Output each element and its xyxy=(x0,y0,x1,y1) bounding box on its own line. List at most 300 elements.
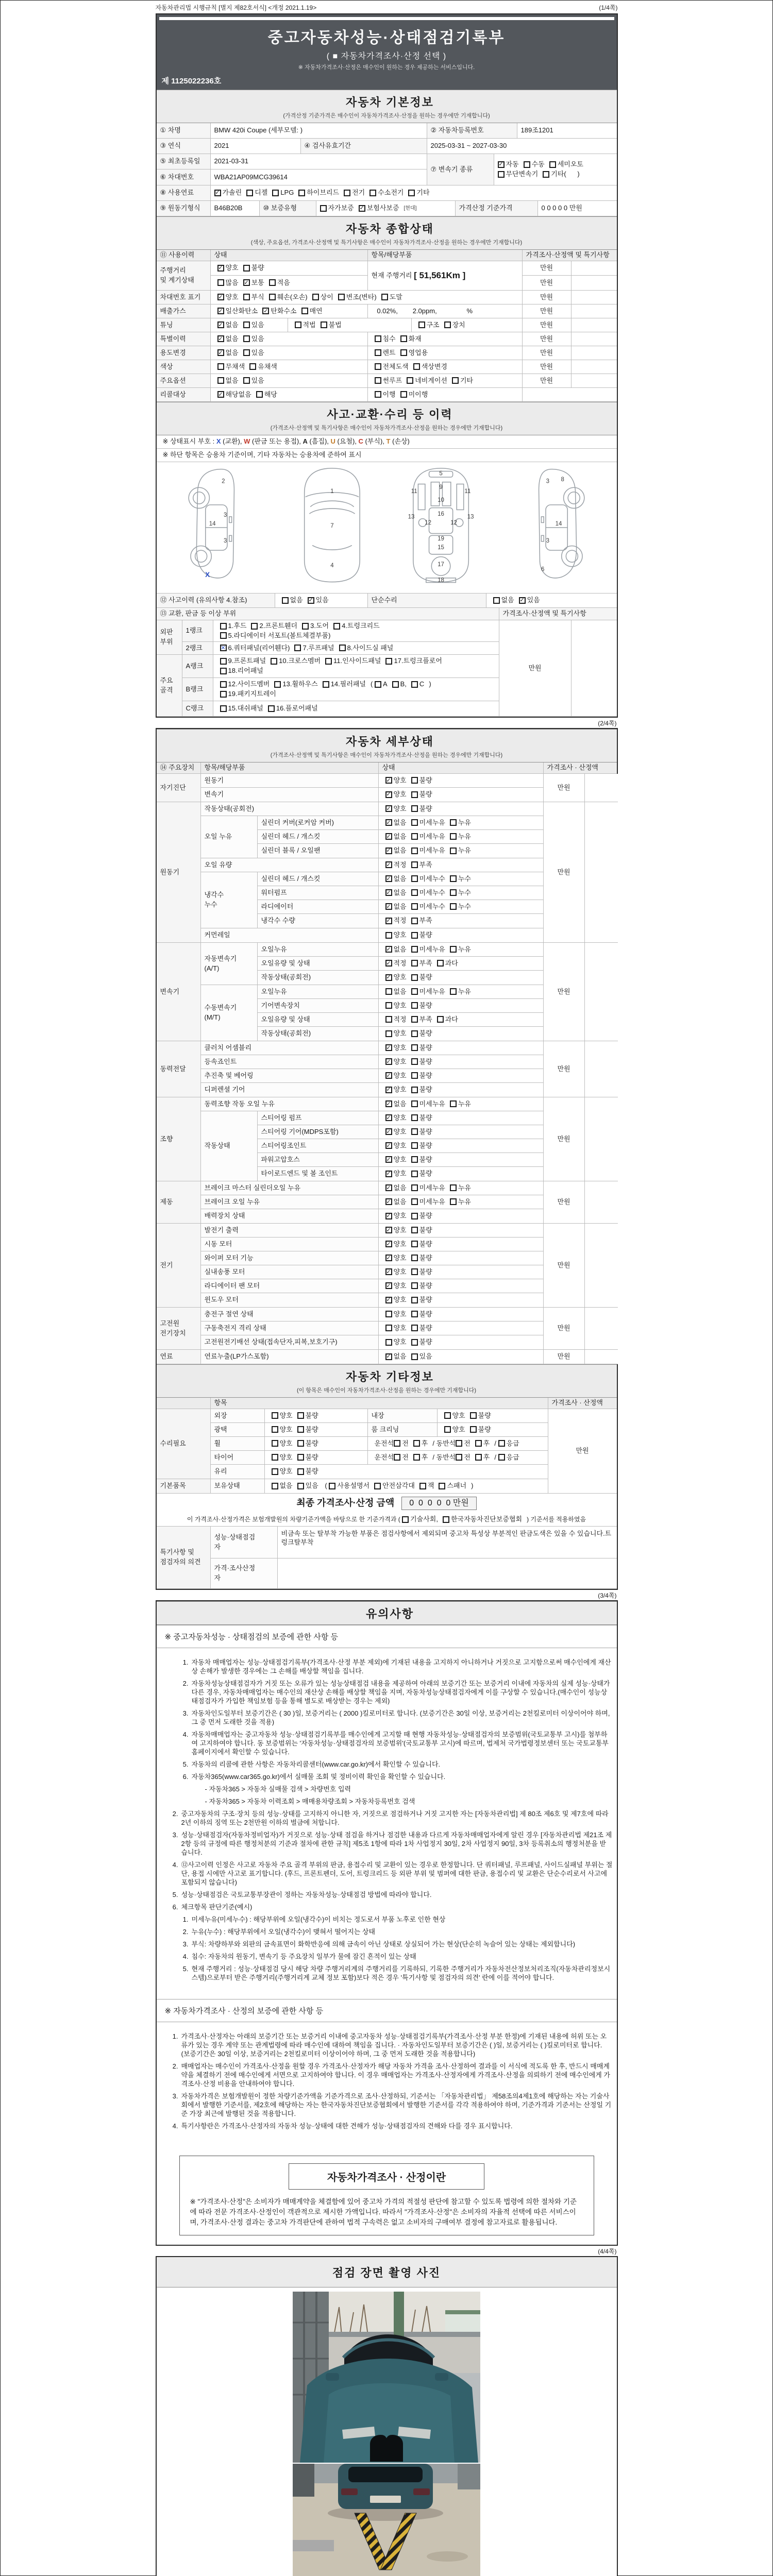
table-row xyxy=(211,261,367,276)
text: 상태 xyxy=(382,764,395,772)
line xyxy=(205,1184,375,1193)
section-title: 자동차 기타정보 xyxy=(346,1370,434,1383)
line xyxy=(385,1198,540,1207)
section-etc-header xyxy=(157,1364,617,1398)
line xyxy=(385,1086,540,1094)
line xyxy=(372,596,482,605)
notice-item xyxy=(161,1903,613,1911)
checkbox-매연 xyxy=(301,307,323,316)
line xyxy=(261,1156,375,1164)
checkbox-label: 6.쿼터패널(리어휀다) xyxy=(228,643,290,652)
line xyxy=(261,988,375,996)
line xyxy=(385,903,540,911)
checkbox-적정 xyxy=(385,959,407,968)
checkbox-기타( ) xyxy=(543,170,579,179)
checkbox-양호 xyxy=(385,1310,407,1319)
table-row xyxy=(157,620,499,655)
checkbox-label: 과다 xyxy=(445,959,458,967)
text: ) xyxy=(429,680,431,688)
table-cell xyxy=(265,1423,368,1437)
checkbox-세미오토 xyxy=(549,160,583,169)
detail-condition-table xyxy=(157,762,617,1364)
table-row xyxy=(211,1423,548,1437)
checkbox-적정 xyxy=(385,917,407,925)
line xyxy=(385,1170,540,1178)
unchecked-box-icon xyxy=(450,848,457,854)
table-cell xyxy=(157,318,211,332)
table-cell xyxy=(368,1451,548,1465)
checkbox-label: 10.크로스멤버 xyxy=(279,657,321,665)
notice-item-number: 4. xyxy=(182,1731,189,1738)
checkbox-label: 양호 xyxy=(279,1425,293,1433)
line xyxy=(217,391,364,399)
unchecked-box-icon xyxy=(411,1128,418,1135)
checkbox-label: 양호 xyxy=(393,1267,407,1276)
checked-box-icon: ✓ xyxy=(386,819,391,826)
table-cell xyxy=(585,1041,618,1097)
table-row xyxy=(201,1209,543,1223)
line xyxy=(282,596,364,605)
unchecked-box-icon xyxy=(498,1440,505,1447)
line xyxy=(557,988,570,996)
checkbox-12.사이드멤버 xyxy=(220,680,270,689)
line xyxy=(214,142,297,150)
table-cell xyxy=(379,816,543,830)
text: 2021 xyxy=(214,142,229,150)
checkbox-label: 불량 xyxy=(419,1057,432,1065)
car-top-view xyxy=(305,468,360,582)
checkbox-label: 양호 xyxy=(393,1296,407,1304)
notice-item xyxy=(161,2062,613,2088)
notice-item xyxy=(161,1730,613,1756)
table-row xyxy=(157,774,617,802)
table-row xyxy=(201,1083,543,1097)
checked-box-icon: ✓ xyxy=(386,1241,391,1247)
unchecked-box-icon xyxy=(411,1325,418,1331)
section-subtitle: (이 항목은 매수인이 자동차가격조사·산정을 원하는 경우에만 기재합니다) xyxy=(296,1387,477,1394)
unchecked-box-icon xyxy=(470,1412,477,1419)
checkbox-양호 xyxy=(272,1453,293,1462)
table-cell xyxy=(201,858,379,872)
line xyxy=(214,1399,544,1408)
line xyxy=(385,889,540,897)
line xyxy=(263,204,312,213)
text: 비금속 또는 탈부착 가능한 부품은 점검사항에서 제외되며 중고차 특성상 부분적인 판금도색은 있을 수 있습니다.트렁크탈부착 xyxy=(281,1530,612,1546)
inspection-photos xyxy=(157,2287,617,2576)
table-cell xyxy=(258,844,379,858)
table-cell xyxy=(201,1195,379,1209)
table-row xyxy=(157,1409,548,1479)
checkbox-후 xyxy=(413,1453,428,1462)
unchecked-box-icon xyxy=(375,349,381,356)
table-row xyxy=(211,1527,617,1558)
line xyxy=(186,644,209,653)
text: 항목/해당부품 xyxy=(204,764,245,772)
checkbox-label: 누유 xyxy=(458,1197,471,1206)
table-row xyxy=(523,276,571,290)
checkbox-label: 안전삼각대 xyxy=(382,1482,415,1490)
checkbox-불량 xyxy=(297,1467,318,1476)
table-cell xyxy=(211,261,368,291)
checked-box-icon: ✓ xyxy=(386,1297,391,1303)
unchecked-box-icon xyxy=(411,918,418,924)
unchecked-box-icon xyxy=(400,349,407,356)
unchecked-box-icon xyxy=(411,1156,418,1163)
checked-box-icon: ✓ xyxy=(386,889,391,896)
checkbox-양호 xyxy=(385,1114,407,1123)
checkbox-label: 렌트 xyxy=(382,348,396,357)
checkbox-상이 xyxy=(312,293,333,302)
document-title: 중고자동차성능·상태점검기록부 xyxy=(267,29,506,46)
checkbox-불량 xyxy=(411,1296,432,1304)
unchecked-box-icon xyxy=(411,777,418,784)
line xyxy=(160,293,207,302)
line xyxy=(160,988,197,996)
line xyxy=(160,784,197,792)
unchecked-box-icon xyxy=(269,294,276,300)
table-cell xyxy=(201,1097,379,1111)
table-row xyxy=(258,943,543,957)
checkbox-양호 xyxy=(385,1296,407,1304)
notice-item-number: 2. xyxy=(182,1680,189,1687)
line xyxy=(261,917,375,925)
checkbox-변조(변타) xyxy=(338,293,377,302)
table-cell xyxy=(379,914,543,928)
line xyxy=(160,1439,207,1448)
table-cell xyxy=(182,701,213,716)
checkbox-label: 누유 xyxy=(458,846,471,855)
checkbox-label: 불량 xyxy=(251,264,264,272)
unchecked-box-icon xyxy=(452,377,459,384)
text: ⑥ 차대번호 xyxy=(160,173,194,181)
table-cell xyxy=(585,1097,618,1181)
checkbox-label: 자가보증 xyxy=(328,204,354,212)
line xyxy=(521,126,613,135)
table-cell xyxy=(379,957,543,971)
text: 및 계기상태 xyxy=(160,276,194,284)
line xyxy=(540,349,553,358)
unchecked-box-icon xyxy=(411,1087,418,1093)
notice-item-text: 체크항목 판단기준(예시) xyxy=(181,1903,253,1911)
unchecked-box-icon xyxy=(385,1016,392,1023)
table-cell xyxy=(201,1181,544,1224)
checkbox-label: 양호 xyxy=(279,1411,293,1419)
table-cell xyxy=(548,1409,617,1494)
table-cell xyxy=(201,802,544,943)
unchecked-box-icon xyxy=(411,988,418,995)
unchecked-box-icon xyxy=(498,171,505,178)
text: 시동 모터 xyxy=(204,1240,232,1248)
table-cell xyxy=(157,374,211,388)
text: 라디에이터 xyxy=(261,902,294,910)
table-row xyxy=(201,1321,543,1335)
checkbox-label: 양호 xyxy=(393,776,407,784)
unchecked-box-icon xyxy=(411,1072,418,1079)
checkbox-label: 불량 xyxy=(478,1425,491,1433)
line xyxy=(385,875,540,884)
line xyxy=(205,901,217,909)
line xyxy=(540,377,553,385)
unchecked-box-icon xyxy=(381,294,388,300)
checkbox-전체도색 xyxy=(375,363,409,371)
unchecked-box-icon xyxy=(220,668,227,674)
text: 오일누유 xyxy=(261,987,287,995)
checked-box-icon: ✓ xyxy=(386,1255,391,1261)
section-title: 자동차 세부상태 xyxy=(346,735,434,748)
text: 자동변속기 xyxy=(204,954,237,962)
line xyxy=(385,1100,540,1109)
table-cell xyxy=(157,1224,201,1308)
line xyxy=(205,1100,375,1109)
text: 점검자의 의견 xyxy=(160,1558,201,1566)
checkbox-있음 xyxy=(519,596,540,605)
unchecked-box-icon xyxy=(375,335,381,342)
notice-item-text: 성능·상태점검은 국토교통부장관이 정하는 자동차성능·상태점검 방법에 따라야 합니다. xyxy=(181,1891,432,1899)
checkbox-label: 불량 xyxy=(419,1226,432,1234)
table-cell xyxy=(379,1013,543,1027)
checked-box-icon: ✓ xyxy=(386,1128,391,1135)
line xyxy=(385,988,540,996)
unchecked-box-icon xyxy=(411,1241,418,1247)
table-cell xyxy=(523,261,572,291)
notice-item xyxy=(161,1940,613,1948)
checkbox-label: 불법 xyxy=(328,320,342,329)
checked-box-icon: ✓ xyxy=(386,1072,391,1079)
table-cell xyxy=(258,830,379,844)
line xyxy=(160,1198,197,1207)
line xyxy=(444,1412,544,1420)
line xyxy=(220,644,495,653)
checked-box-icon: ✓ xyxy=(386,974,391,981)
table-cell xyxy=(201,1097,544,1181)
table-cell xyxy=(258,914,379,928)
line xyxy=(217,321,284,330)
checkbox-디젤 xyxy=(246,189,267,197)
checkbox-기타 xyxy=(452,377,473,385)
checkbox-label: 부식 xyxy=(251,293,264,301)
checkbox-불량 xyxy=(297,1426,318,1434)
table-cell xyxy=(523,304,572,318)
line xyxy=(385,1128,540,1137)
unchecked-box-icon xyxy=(321,321,327,328)
text: 제동 xyxy=(160,1198,173,1206)
checkbox-label: 전 xyxy=(402,1453,409,1461)
section-subtitle: (가격산정 기준가격은 매수인이 자동차가격조사·산정을 원하는 경우에만 기재합니다) xyxy=(283,113,490,119)
text: 실린더 블록 / 오일팬 xyxy=(261,846,321,855)
line xyxy=(186,626,209,635)
checkbox-양호 xyxy=(385,1156,407,1164)
page-1 xyxy=(156,13,618,718)
unchecked-box-icon xyxy=(411,960,418,967)
checkbox-label: 전기 xyxy=(352,189,365,197)
diagram-part-number: 15 xyxy=(438,545,444,551)
text: 만원 xyxy=(557,1198,570,1206)
text: 브레이크 오일 누유 xyxy=(204,1197,260,1206)
inspection-photo-front xyxy=(293,2292,480,2463)
checkbox-label: 해당없음 xyxy=(225,390,251,398)
checkbox-없음 xyxy=(385,945,407,954)
line xyxy=(187,1515,586,1524)
diagram-part-number: 4 xyxy=(330,562,334,569)
table-cell xyxy=(572,346,617,360)
table-row xyxy=(258,985,543,999)
checkbox-부식 xyxy=(243,293,264,302)
checkbox-불량 xyxy=(411,1254,432,1263)
notice-item xyxy=(161,1927,613,1936)
notice-item-number: 3. xyxy=(172,1831,178,1839)
diagram-part-number: 6 xyxy=(541,566,545,573)
legal-form-note: 자동차관리법 시행규칙 [별지 제82호서식] <개정 2021.1.19> xyxy=(155,4,317,11)
checkbox-양호 xyxy=(385,1170,407,1178)
table-row xyxy=(201,1265,543,1279)
checkbox-label: 색상변경 xyxy=(421,362,447,370)
checkbox-label: 11.인사이드패널 xyxy=(333,657,381,665)
notice-item-number: 6. xyxy=(172,1903,178,1911)
unchecked-box-icon xyxy=(437,1016,444,1023)
notice-item xyxy=(161,1709,613,1726)
diagram-part-number: 18 xyxy=(438,577,444,584)
checkbox-있음 xyxy=(411,1352,432,1361)
table-cell xyxy=(157,1527,211,1589)
checked-box-icon: ✓ xyxy=(218,335,223,342)
checkbox-양호 xyxy=(385,1268,407,1277)
checkbox-label: 미세누유 xyxy=(419,1099,445,1108)
table-cell xyxy=(585,802,618,943)
checked-box-icon: ✓ xyxy=(386,903,391,910)
table-cell xyxy=(201,985,258,1041)
text: 만원 xyxy=(557,783,570,791)
unchecked-box-icon xyxy=(450,889,457,896)
car-damage-diagram xyxy=(157,462,617,594)
unchecked-box-icon xyxy=(243,321,250,328)
table-row xyxy=(157,1527,617,1589)
text: 0.02%, 2.0ppm, % xyxy=(371,307,473,315)
text: 고전원 xyxy=(160,1319,180,1327)
engine-type xyxy=(211,201,260,216)
checkbox-불량 xyxy=(411,1338,432,1347)
text: C xyxy=(358,437,363,446)
checkbox-label: 미세누유 xyxy=(419,1183,445,1192)
line xyxy=(186,685,209,694)
table-row xyxy=(201,1293,543,1307)
unchecked-box-icon xyxy=(385,1339,392,1346)
table-row xyxy=(201,1238,543,1251)
notice-item-text: 자동차매매업자는 중고자동차 성능·상태점검기록부를 매수인에게 고지할 때 현행 자동차성능·상태점검자의 보증범위(국토교통부 고시)를 첨부하여 고지하여야 합니다. 동 보증범위는 '자동차성능·상태점검자의 보증범위'(국토교통부 고시)에 따르며, 법제처 국가법령정보센터 또는 국토교통부 홈페이지에서 확인할 수 있습니다. xyxy=(191,1731,609,1756)
table-cell xyxy=(211,304,368,318)
notice-item xyxy=(161,1915,613,1924)
text: 이 가격조사·산정가격은 보험개발원의 차량기준가액을 바탕으로 한 기준가격과 ( xyxy=(187,1515,402,1523)
checkbox-label: 양호 xyxy=(279,1453,293,1461)
line xyxy=(205,964,220,973)
appraiser-opinion xyxy=(278,1558,617,1588)
table-cell xyxy=(572,291,617,304)
unchecked-box-icon xyxy=(297,1412,304,1419)
checkbox-양호 xyxy=(217,264,239,273)
text: 만원 xyxy=(557,1261,570,1269)
checkbox-label: 양호 xyxy=(452,1425,465,1433)
text: 브레이크 마스터 실린더오일 누유 xyxy=(204,1183,301,1192)
table-cell xyxy=(157,608,499,620)
diagram-part-number: 13 xyxy=(467,514,474,520)
diagram-part-number: 3 xyxy=(546,537,550,544)
table-row xyxy=(201,774,543,788)
line xyxy=(220,704,495,713)
text: 스티어링조인트 xyxy=(261,1141,307,1149)
diagram-part-number: 11 xyxy=(411,488,417,495)
checkbox-label: 양호 xyxy=(393,804,407,812)
checkbox-누유 xyxy=(450,1184,471,1193)
unchecked-box-icon xyxy=(419,1483,426,1489)
table-cell xyxy=(258,900,379,914)
unchecked-box-icon xyxy=(297,1426,304,1433)
section-accident-header xyxy=(157,402,617,435)
checkbox-양호 xyxy=(272,1439,293,1448)
checkbox-label: 부족 xyxy=(419,1015,432,1023)
checked-box-icon: ✓ xyxy=(386,1156,391,1163)
text: 만원 xyxy=(540,307,553,315)
line xyxy=(385,1282,540,1291)
table-row xyxy=(201,1181,543,1195)
table-row xyxy=(258,1167,543,1181)
checkbox-label: 19.패키지트레이 xyxy=(228,690,276,698)
line xyxy=(375,1439,544,1448)
line xyxy=(214,189,613,197)
table-cell xyxy=(368,1409,438,1423)
table-row xyxy=(211,1558,617,1588)
checkbox-label: 기타 xyxy=(416,189,430,197)
unchecked-box-icon xyxy=(411,1030,418,1037)
text: / xyxy=(494,1439,498,1447)
text: 기본품목 xyxy=(160,1482,186,1490)
table-cell xyxy=(585,774,618,802)
line xyxy=(205,1282,375,1291)
table-cell xyxy=(368,250,523,261)
checkbox-label: 전체도색 xyxy=(382,362,409,370)
table-cell xyxy=(211,291,523,304)
unchecked-box-icon xyxy=(444,321,451,328)
diagram-part-number: 5 xyxy=(439,470,443,477)
table-cell xyxy=(544,1350,585,1364)
notice-item xyxy=(161,1831,613,1857)
checked-box-icon: ✓ xyxy=(218,308,223,314)
table-cell xyxy=(201,1308,544,1350)
checkbox-label: 없음 xyxy=(393,832,407,840)
line xyxy=(205,1240,375,1249)
page-3 xyxy=(156,1600,618,2246)
text: 원동기 xyxy=(204,776,224,784)
table-row xyxy=(157,170,427,185)
table-row xyxy=(182,701,499,716)
section-subtitle: (색상, 주요옵션, 가격조사·산정액 및 특기사항은 매수인이 자동차가격조사·산정을 원하는 경우에만 기재합니다) xyxy=(250,240,523,246)
unchecked-box-icon xyxy=(301,308,308,314)
checkbox-label: 부족 xyxy=(419,917,432,925)
checkbox-양호 xyxy=(385,1324,407,1333)
table-cell xyxy=(288,318,412,332)
line xyxy=(261,819,375,827)
text: ④ 검사유효기간 xyxy=(304,142,351,150)
table-cell xyxy=(379,830,543,844)
unchecked-box-icon xyxy=(272,190,279,196)
table-cell xyxy=(523,360,572,374)
text: 리콜대상 xyxy=(160,390,186,398)
checked-box-icon: ✓ xyxy=(386,1184,391,1191)
checkbox-A xyxy=(375,680,388,689)
line xyxy=(160,126,207,135)
checkbox-label: 9.프론트패널 xyxy=(228,657,266,665)
checked-box-icon: ✓ xyxy=(386,875,391,882)
line xyxy=(385,1058,540,1066)
line xyxy=(261,973,375,982)
